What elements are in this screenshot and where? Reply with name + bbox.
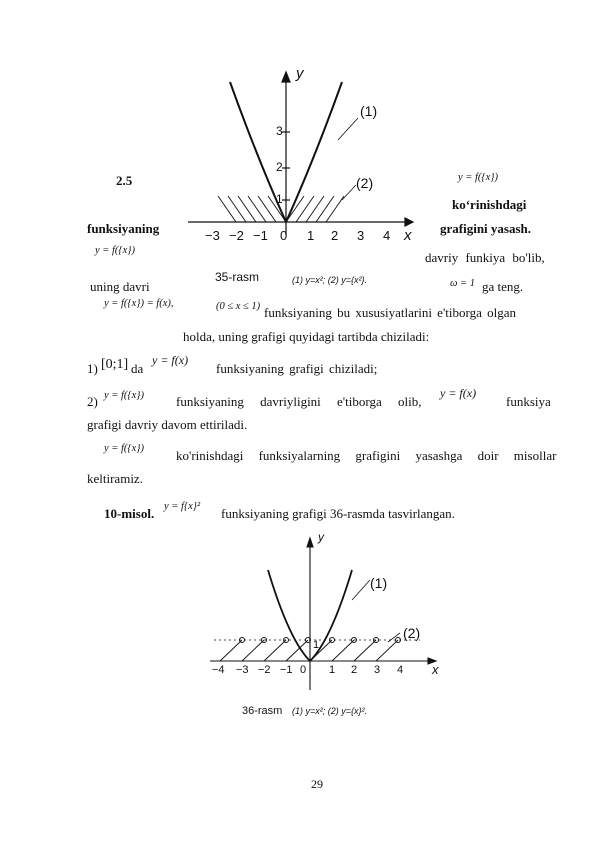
fig36-x-label: x	[432, 662, 439, 677]
para-line2: keltiramiz.	[87, 471, 143, 486]
fig35-curve2-label: (2)	[356, 175, 374, 191]
fig36-xtick-4: 4	[397, 664, 404, 676]
fig36-xtick-m4: −4	[212, 664, 225, 676]
step1-formula: y = f(x)	[152, 353, 189, 367]
step1-interval: [0;1]	[101, 357, 129, 372]
eq-line-formula: y = f({x}) = f(x),	[104, 298, 174, 309]
step1-text: funksiyaning grafigi chiziladi;	[216, 361, 378, 376]
fig35-xtick-m1: −1	[253, 228, 268, 243]
fig35-xtick-0: 0	[280, 228, 288, 243]
step2-tail: funksiya	[506, 394, 551, 409]
fig35-xtick-2: 2	[331, 228, 339, 243]
fig35-xtick-1: 1	[307, 228, 315, 243]
fig36-curve2-label: (2)	[403, 625, 421, 641]
fig35-x-label: x	[404, 227, 412, 244]
fig36-xtick-m2: −2	[258, 664, 271, 676]
fig36-xtick-m3: −3	[236, 664, 249, 676]
para-text: ko'rinishdagi funksiyalarning grafigini yasashga doir misollar	[176, 448, 557, 463]
heading-formula: y = f({x})	[458, 172, 498, 183]
fig35-xtick-3: 3	[357, 228, 365, 243]
fig36-curve1-label: (1)	[370, 575, 388, 591]
fig35-curve1-label: (1)	[360, 103, 378, 119]
fig36-xtick-2: 2	[351, 664, 358, 676]
intro-tail: ga teng.	[482, 279, 524, 294]
fig36-caption-label: 36-rasm	[242, 705, 283, 717]
fig36-caption-formula: (1) y=x²; (2) y={x}².	[292, 706, 368, 716]
eq-line-condition: (0 ≤ x ≤ 1)	[216, 301, 261, 312]
heading-left: funksiyaning	[87, 221, 160, 236]
fig36-xtick-0: 0	[300, 664, 307, 676]
fig36-y-arrow	[307, 538, 313, 547]
step2-formula2: y = f(x)	[440, 386, 477, 400]
heading-right-2: grafigini yasash.	[440, 221, 532, 236]
example-text: funksiyaning grafigi 36-rasmda tasvirlangan.	[221, 506, 455, 521]
section-number: 2.5	[116, 173, 133, 188]
example-label: 10-misol.	[104, 506, 155, 521]
intro-formula: y = f({x})	[95, 245, 135, 256]
step1-number: 1)	[87, 361, 98, 376]
fig35-ytick-1: 1	[276, 192, 283, 206]
heading-right-1: ko‘rinishdagi	[452, 197, 527, 212]
step2-number: 2)	[87, 394, 98, 409]
step1-da: da	[131, 361, 144, 376]
fig35-xtick-4: 4	[383, 228, 391, 243]
fig36-xtick-3: 3	[374, 664, 381, 676]
fig36-xtick-m1: −1	[280, 664, 293, 676]
step2-line2: grafigi davriy davom ettiriladi.	[87, 417, 248, 432]
fig35-ytick-3: 3	[276, 124, 283, 138]
example-formula: y = f{x}²	[164, 501, 201, 512]
fig35-caption-formula: (1) y=x²; (2) y={x²}.	[292, 275, 368, 285]
fig35-xtick-m2: −2	[229, 228, 244, 243]
fig36-ytick-1: 1	[313, 639, 320, 651]
fig35-y-label: y	[296, 65, 304, 82]
eq-line-text: funksiyaning bu xususiyatlarini e'tiborga olgan	[264, 305, 517, 320]
fig36-xtick-1: 1	[329, 664, 336, 676]
fig35-xtick-m3: −3	[205, 228, 220, 243]
fig35-ytick-2: 2	[276, 160, 283, 174]
omega-formula: ω = 1	[450, 278, 475, 289]
holda-text: holda, uning grafigi quyidagi tartibda chiziladi:	[183, 329, 430, 344]
intro-left: uning davri	[90, 279, 150, 294]
step2-formula: y = f({x})	[104, 390, 144, 401]
page-number: 29	[311, 777, 323, 791]
fig36-y-label: y	[318, 530, 324, 544]
para-formula: y = f({x})	[104, 443, 144, 454]
fig35-caption-label: 35-rasm	[215, 270, 260, 284]
step2-text: funksiyaning davriyligini e'tiborga olib,	[176, 394, 422, 409]
intro-right: davriy funkiya bo'lib,	[425, 250, 545, 265]
